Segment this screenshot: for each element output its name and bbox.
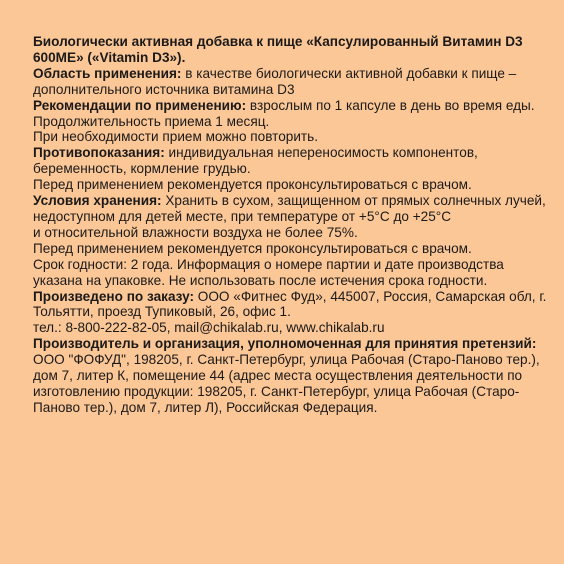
product-title bbox=[33, 34, 549, 66]
storage-consult: Перед применением рекомендуется проконсультироваться с врачом. bbox=[33, 240, 472, 256]
recommendations-text: взрослым по 1 капсуле в день во время еды. Продолжительность приема 1 месяц. bbox=[33, 97, 535, 129]
contraindications-paragraph bbox=[33, 145, 549, 177]
recommendations-paragraph bbox=[33, 98, 549, 130]
storage-humidity: и относительной влажности воздуха не более 75%. bbox=[33, 224, 358, 240]
contraindications-consult: Перед применением рекомендуется проконсультироваться с врачом. bbox=[33, 177, 472, 193]
shelf-life: Срок годности: 2 года. Информация о номере партии и дате производства указана на упаковке. Не использовать после истечения срока годности. bbox=[33, 256, 504, 288]
application-label: Область применения: bbox=[33, 65, 182, 81]
manufacturer-label: Производитель и организация, уполномоченная для принятия претензий: bbox=[33, 336, 537, 352]
product-title-text: Биологически активная добавка к пище «Капсулированный Витамин D3 600МЕ» («Vitamin D3»). bbox=[33, 34, 523, 65]
storage-label: Условия хранения: bbox=[33, 193, 162, 209]
contraindications-text: индивидуальная непереносимость компонентов, беременность, кормление грудью. bbox=[33, 145, 478, 177]
produced-for-label: Произведено по заказу: bbox=[33, 288, 194, 304]
label-text-block bbox=[33, 34, 549, 416]
application-paragraph bbox=[33, 66, 549, 98]
storage-text: Хранить в сухом, защищенном от прямых солнечных лучей, недоступном для детей месте, при температуре от +5°С до +25°С bbox=[33, 193, 546, 224]
manufacturer-paragraph bbox=[33, 336, 549, 416]
storage-paragraph bbox=[33, 193, 549, 225]
recommendations-label: Рекомендации по применению: bbox=[33, 97, 247, 113]
produced-for-paragraph bbox=[33, 289, 549, 321]
recommendations-repeat: При необходимости прием можно повторить. bbox=[33, 129, 318, 145]
manufacturer-text: ООО "ФОФУД", 198205, г. Санкт-Петербург, улица Рабочая (Старо-Паново тер.), дом 7, литер К, помещение 44 (адрес места осуществления деятельности по изготовлению продукции: 198205, г. Санкт-Петербург, улица Рабочая (Старо-Паново тер.), дом 7, литер Л), Российская Федерация. bbox=[33, 352, 540, 415]
contraindications-label: Противопоказания: bbox=[33, 145, 165, 161]
application-text: в качестве биологически активной добавки к пище – дополнительного источника витамина D3 bbox=[33, 65, 517, 97]
contacts-line: тел.: 8-800-222-82-05, mail@chikalab.ru, www.chikalab.ru bbox=[33, 320, 385, 336]
produced-for-text: ООО «Фитнес Фуд», 445007, Россия, Самарская обл, г. Тольятти, проезд Тупиковый, 26, офис 1. bbox=[33, 288, 547, 320]
